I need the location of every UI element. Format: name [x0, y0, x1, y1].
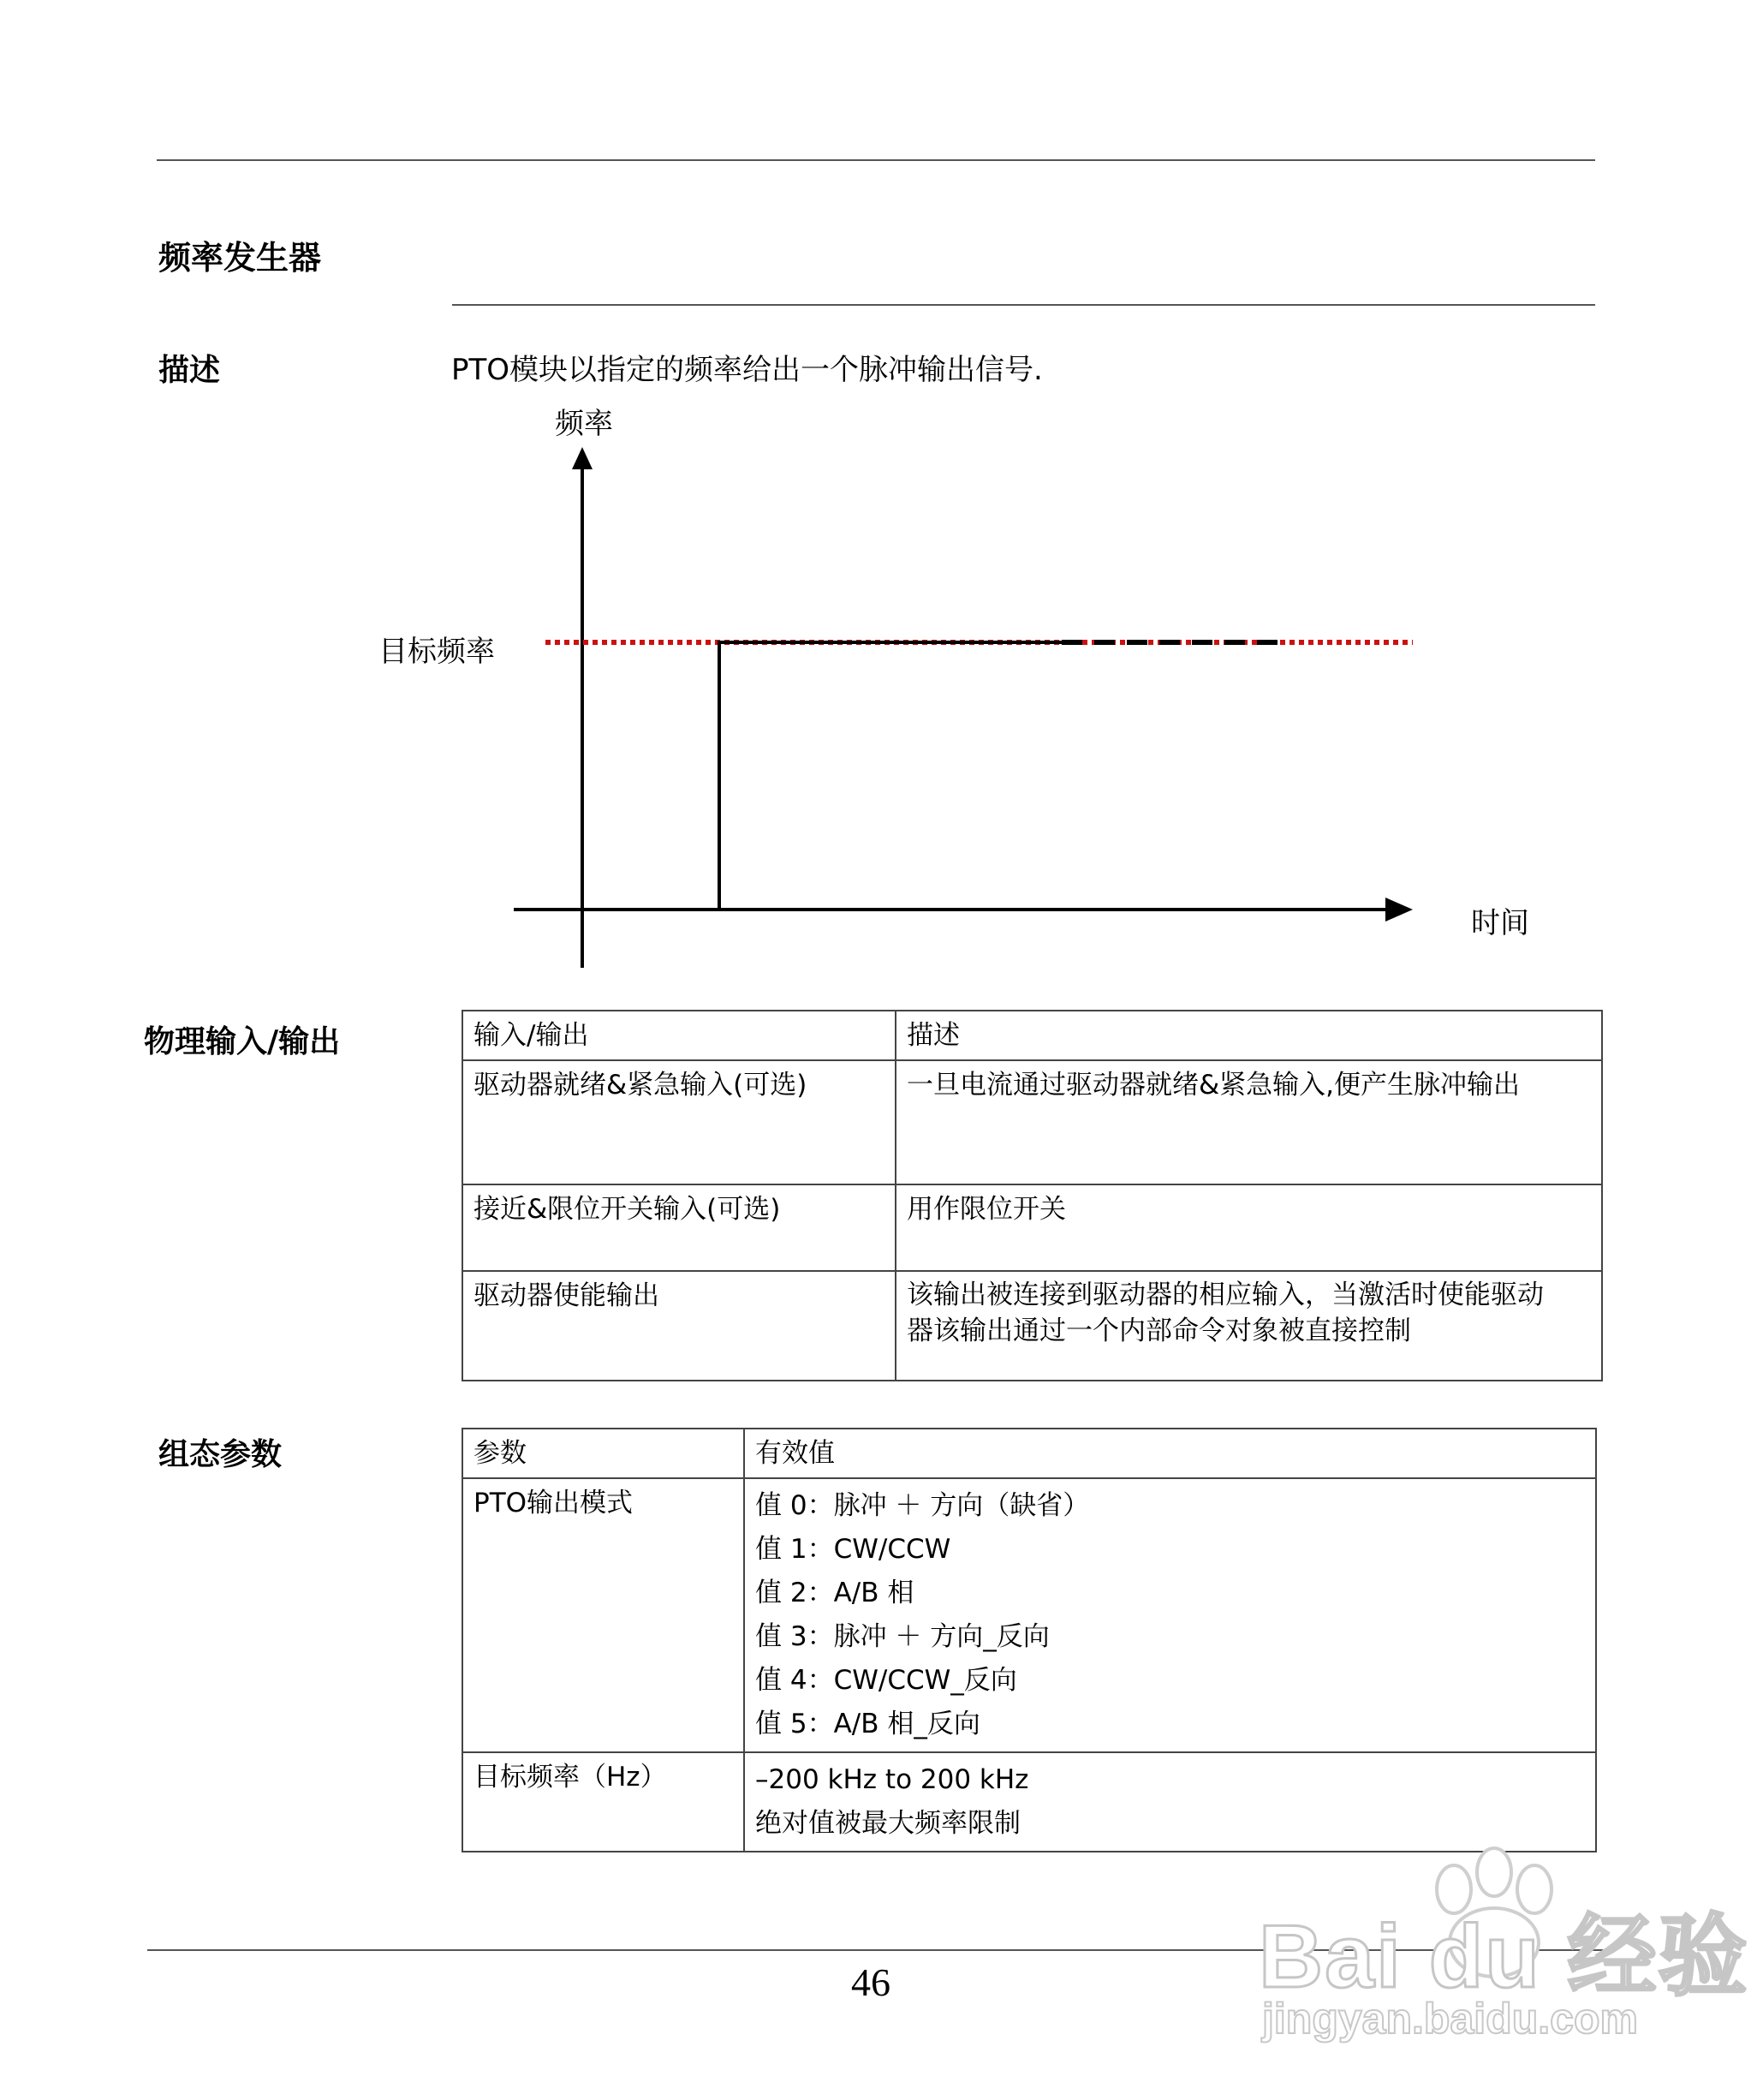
config-table	[462, 1428, 1597, 1852]
values-cell	[744, 1752, 1596, 1852]
desc-cell	[896, 1184, 1602, 1271]
desc-line: 器该输出通过一个内部命令对象被直接控制	[907, 1315, 1411, 1346]
desc-line: 一旦电流通过驱动器就绪&紧急输入,便产生脉冲输出	[907, 1070, 1521, 1101]
y-axis-arrow-icon	[572, 447, 593, 469]
io-cell: 接近&限位开关输入(可选)	[462, 1184, 896, 1271]
table-row	[462, 1752, 1596, 1852]
desc-line: 该输出被连接到驱动器的相应输入，当激活时使能驱动	[907, 1280, 1544, 1310]
header-valid-values: 有效值	[744, 1429, 1596, 1478]
io-cell: 驱动器使能输出	[462, 1271, 896, 1381]
header-description: 描述	[896, 1011, 1602, 1060]
desc-cell	[896, 1060, 1602, 1184]
description-text: PTO模块以指定的频率给出一个脉冲输出信号.	[451, 353, 1043, 387]
value-line: 绝对值被最大频率限制	[755, 1808, 1021, 1839]
physical-io-label: 物理输入/输出	[144, 1024, 341, 1059]
param-cell: PTO输出模式	[462, 1478, 744, 1752]
description-label: 描述	[158, 353, 221, 388]
table-row	[462, 1271, 1602, 1381]
watermark-logo: Bai du 经验	[1259, 1907, 1749, 2007]
table-row	[462, 1478, 1596, 1752]
x-axis-label: 时间	[1471, 906, 1529, 940]
value-line: 值 5：A/B 相_反向	[755, 1709, 980, 1739]
table-header-row	[462, 1429, 1596, 1478]
table-row	[462, 1184, 1602, 1271]
watermark-url: jingyan.baidu.com	[1262, 1995, 1638, 2043]
page-number: 46	[851, 1960, 890, 2004]
config-label: 组态参数	[158, 1437, 283, 1472]
physical-io-table	[462, 1010, 1603, 1381]
step-signal	[719, 642, 1062, 910]
frequency-diagram	[0, 0, 1757, 993]
desc-cell	[896, 1271, 1602, 1381]
values-cell	[744, 1478, 1596, 1752]
value-line: 值 1：CW/CCW	[755, 1534, 951, 1565]
value-line: 值 4：CW/CCW_反向	[755, 1665, 1017, 1696]
page-title: 频率发生器	[158, 239, 322, 277]
io-cell: 驱动器就绪&紧急输入(可选)	[462, 1060, 896, 1184]
param-cell: 目标频率（Hz）	[462, 1752, 744, 1852]
value-line: 值 0：脉冲 ＋ 方向（缺省）	[755, 1490, 1090, 1521]
table-header-row	[462, 1011, 1602, 1060]
value-line: –200 kHz to 200 kHz	[755, 1764, 1029, 1795]
table-row	[462, 1060, 1602, 1184]
x-axis-arrow-icon	[1385, 898, 1413, 922]
header-io: 输入/输出	[462, 1011, 896, 1060]
value-line: 值 3：脉冲 ＋ 方向_反向	[755, 1621, 1050, 1652]
value-line: 值 2：A/B 相	[755, 1578, 914, 1608]
y-axis-label: 频率	[555, 407, 613, 441]
target-frequency-label: 目标频率	[378, 635, 495, 669]
desc-line: 用作限位开关	[907, 1194, 1066, 1225]
header-param: 参数	[462, 1429, 744, 1478]
